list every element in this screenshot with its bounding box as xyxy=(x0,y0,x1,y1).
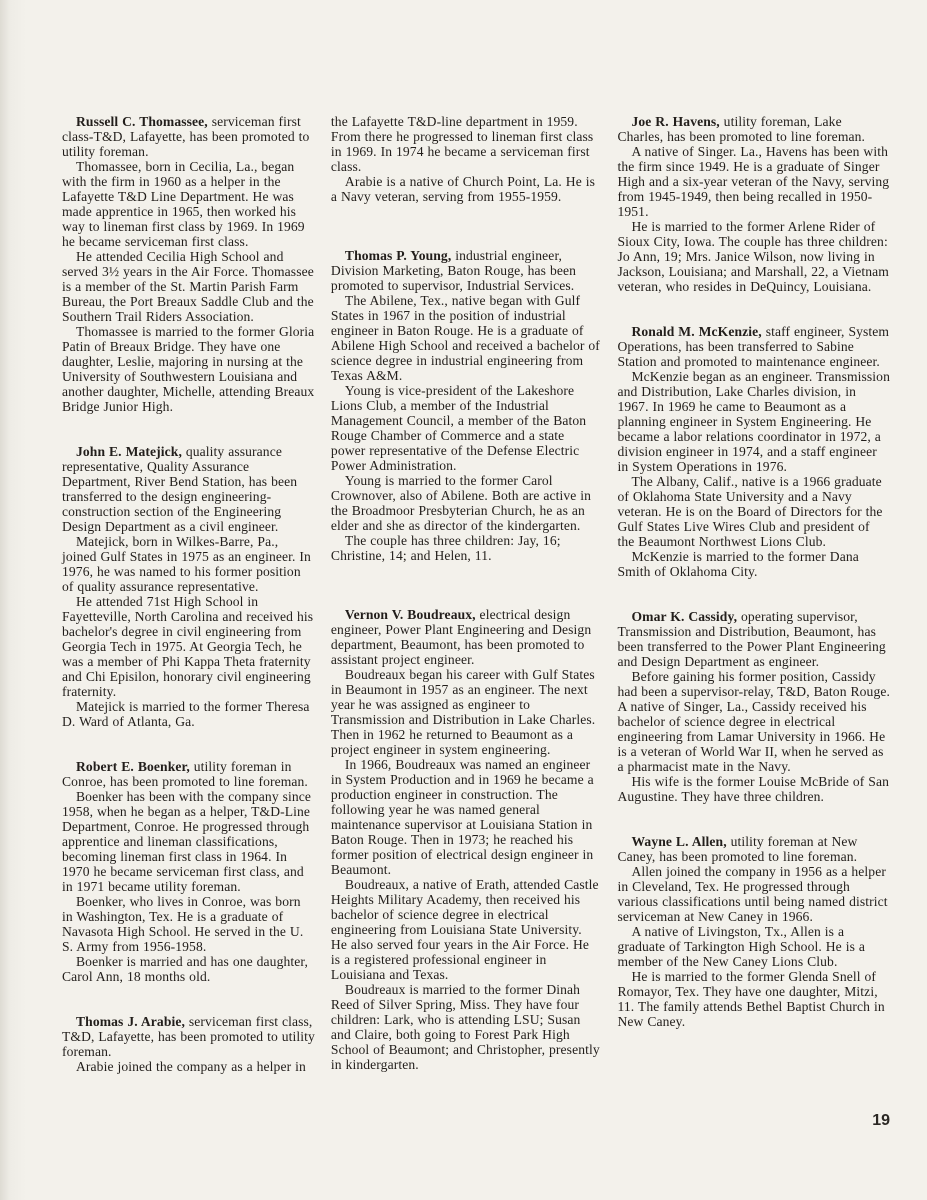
article-paragraph: He attended 71st High School in Fayetteville, North Carolina and received his bachelor's degree in civil engineering from Georgia Tech in 1975. At Georgia Tech, he was a member of Phi Kappa Theta fraternity and Chi Episilon, honorary civil engineering fraternity. xyxy=(62,594,314,699)
article-paragraph: Thomassee is married to the former Gloria Patin of Breaux Bridge. They have one daughter, Leslie, majoring in nursing at the University of Southwestern Louisiana and another daughter, Michelle, attending Breaux Bridge Junior High. xyxy=(62,324,315,414)
article-paragraph: Arabie joined the company as a helper in xyxy=(76,1059,306,1074)
person-name: Vernon V. Boudreaux, xyxy=(344,607,476,622)
article-paragraph: A native of Singer. La., Havens has been with the firm since 1949. He is a graduate of Singer High and a six-year veteran of the Navy, serving from 1945-1949, then being recalled in 1950-1951. xyxy=(617,144,890,219)
article-opening-paragraph xyxy=(617,114,890,144)
article-paragraph: He is married to the former Arlene Rider of Sioux City, Iowa. The couple has three children: Jo Ann, 19; Mrs. Janice Wilson, now living in Jackson, Louisiana; and Marshall, 22, a Vietnam veteran, who resides in DeQuincy, Louisiana. xyxy=(617,219,889,294)
opening-text: serviceman first class-T&D, Lafayette, has been promoted to utility foreman. xyxy=(62,114,310,159)
article-opening-paragraph xyxy=(62,114,315,159)
article-allen xyxy=(617,834,890,1029)
article-paragraph: Matejick is married to the former Theresa D. Ward of Atlanta, Ga. xyxy=(62,699,310,729)
article-paragraph: Boenker is married and has one daughter, Carol Ann, 18 months old. xyxy=(62,954,308,984)
column-1 xyxy=(62,114,315,1074)
article-boudreaux xyxy=(331,607,602,1072)
article-paragraph: Boudreaux is married to the former Dinah Reed of Silver Spring, Miss. They have four children: Lark, who is attending LSU; Susan and Claire, both going to Forest Park High School of Beaumont; and Christopher, presently in kindergarten. xyxy=(330,982,600,1072)
page-content xyxy=(62,114,890,1074)
opening-text: operating supervisor, Transmission and Distribution, Beaumont, has been transferred to the Power Plant Engineering and Design Department as engineer. xyxy=(617,609,886,669)
person-name: Thomas J. Arabie, xyxy=(76,1014,185,1029)
article-matejick xyxy=(62,444,315,729)
article-opening-paragraph xyxy=(331,607,602,667)
article-paragraph: The Albany, Calif., native is a 1966 graduate of Oklahoma State University and a Navy veteran. He is on the Board of Directors for the Gulf States Live Wires Club and president of the Beaumont Northwest Lions Club. xyxy=(617,474,883,549)
person-name: Robert E. Boenker, xyxy=(76,759,190,774)
person-name: Omar K. Cassidy, xyxy=(631,609,738,624)
article-opening-paragraph xyxy=(62,1014,315,1059)
person-name: Joe R. Havens, xyxy=(631,114,720,129)
opening-text: utility foreman in Conroe, has been promoted to line foreman. xyxy=(62,759,308,789)
article-opening-paragraph xyxy=(617,834,890,864)
opening-text: industrial engineer, Division Marketing, Baton Rouge, has been promoted to supervisor, Industrial Services. xyxy=(330,248,577,293)
person-name: John E. Matejick, xyxy=(76,444,182,459)
person-name: Wayne L. Allen, xyxy=(631,834,727,849)
article-opening-paragraph xyxy=(62,759,315,789)
article-paragraph: Matejick, born in Wilkes-Barre, Pa., joined Gulf States in 1975 as an engineer. In 1976, he was named to his former position of quality assurance representative. xyxy=(62,534,311,594)
article-paragraph: The couple has three children: Jay, 16; Christine, 14; and Helen, 11. xyxy=(330,533,561,563)
opening-text: serviceman first class, T&D, Lafayette, has been promoted to utility foreman. xyxy=(62,1014,315,1059)
article-opening-paragraph xyxy=(617,609,890,669)
opening-text: quality assurance representative, Quality Assurance Department, River Bend Station, has been transferred to the design engineering-construction section of the Engineering Design Department as a civil engineer. xyxy=(62,444,298,534)
article-mckenzie xyxy=(617,324,890,579)
article-paragraph: Boenker, who lives in Conroe, was born in Washington, Tex. He is a graduate of Navasota High School. He served in the U. S. Army from 1956-1958. xyxy=(62,894,304,954)
article-paragraph: Boenker has been with the company since 1958, when he began as a helper, T&D-Line Department, Conroe. He progressed through apprentice and lineman classifications, becoming lineman first class in 1964. In 1970 he became serviceman first class, and in 1971 became utility foreman. xyxy=(62,789,312,894)
article-paragraph: Arabie is a native of Church Point, La. He is a Navy veteran, serving from 1955-1959. xyxy=(330,174,596,204)
article-paragraph: His wife is the former Louise McBride of San Augustine. They have three children. xyxy=(617,774,890,804)
article-paragraph: The Abilene, Tex., native began with Gulf States in 1967 in the position of industrial engineer in Baton Rouge. He is a graduate of Abilene High School and received a bachelor of science degree in industrial engineering from Texas A&M. xyxy=(330,293,600,383)
column-2 xyxy=(331,114,602,1074)
article-arabie xyxy=(62,1014,315,1074)
opening-text: utility foreman, Lake Charles, has been promoted to line foreman. xyxy=(617,114,866,144)
article-paragraph: In 1966, Boudreaux was named an engineer in System Production and in 1969 he became a production engineer in construction. The following year he was named general maintenance supervisor at Louisiana Station in Baton Rouge. Then in 1973; he reached his former position of electrical design engineer in Beaumont. xyxy=(330,757,594,877)
article-opening-paragraph xyxy=(617,324,890,369)
opening-text: staff engineer, System Operations, has been transferred to Sabine Station and promoted to maintenance engineer. xyxy=(617,324,890,369)
article-opening-paragraph xyxy=(331,248,602,293)
article-paragraph: A native of Livingston, Tx., Allen is a graduate of Tarkington High School. He is a member of the New Caney Lions Club. xyxy=(617,924,865,969)
article-paragraph: McKenzie is married to the former Dana Smith of Oklahoma City. xyxy=(617,549,859,579)
article-paragraph: the Lafayette T&D-line department in 1959. From there he progressed to lineman first class in 1969. In 1974 he became a serviceman first class. xyxy=(330,114,594,174)
article-young xyxy=(331,248,602,563)
article-paragraph: Allen joined the company in 1956 as a helper in Cleveland, Tex. He progressed through various classifications until being named district serviceman at New Caney in 1966. xyxy=(617,864,888,924)
article-cassidy xyxy=(617,609,890,804)
article-paragraph: Boudreaux began his career with Gulf States in Beaumont in 1957 as an engineer. The next year he was assigned as engineer to Transmission and Distribution in Lake Charles. Then in 1962 he returned to Beaumont as a project engineer in system engineering. xyxy=(330,667,596,757)
article-paragraph: McKenzie began as an engineer. Transmission and Distribution, Lake Charles division, in 1967. In 1969 he came to Beaumont as a planning engineer in System Engineering. He became a labor relations coordinator in 1972, a division engineer in 1974, and a staff engineer in System Operations in 1976. xyxy=(617,369,890,474)
article-paragraph: Young is married to the former Carol Crownover, also of Abilene. Both are active in the Broadmoor Presbyterian Church, he as an elder and she as director of the kindergarten. xyxy=(330,473,592,533)
column-3 xyxy=(617,114,890,1074)
page-number: 19 xyxy=(872,1112,890,1129)
article-paragraph: He is married to the former Glenda Snell of Romayor, Tex. They have one daughter, Mitzi, 11. The family attends Bethel Baptist Church in New Caney. xyxy=(617,969,885,1029)
article-thomassee xyxy=(62,114,315,414)
person-name: Ronald M. McKenzie, xyxy=(631,324,762,339)
article-boenker xyxy=(62,759,315,984)
article-havens xyxy=(617,114,890,294)
article-arabie-continued xyxy=(331,114,602,204)
article-paragraph: Thomassee, born in Cecilia, La., began with the firm in 1960 as a helper in the Lafayette T&D Line Department. He was made apprentice in 1965, then worked his way to lineman first class by 1969. In 1969 he became serviceman first class. xyxy=(62,159,305,249)
article-paragraph: Young is vice-president of the Lakeshore Lions Club, a member of the Industrial Management Council, a member of the Baton Rouge Chamber of Commerce and a state power representative of the Defense Electric Power Administration. xyxy=(330,383,587,473)
article-opening-paragraph xyxy=(62,444,315,534)
person-name: Russell C. Thomassee, xyxy=(76,114,208,129)
opening-text: electrical design engineer, Power Plant Engineering and Design department, Beaumont, has been promoted to assistant project engineer. xyxy=(330,607,592,667)
opening-text: utility foreman at New Caney, has been promoted to line foreman. xyxy=(617,834,858,864)
article-paragraph: He attended Cecilia High School and served 3½ years in the Air Force. Thomassee is a member of the St. Martin Parish Farm Bureau, the Port Breaux Saddle Club and the Southern Trail Riders Association. xyxy=(62,249,314,324)
article-paragraph: Boudreaux, a native of Erath, attended Castle Heights Military Academy, then received his bachelor of science degree in electrical engineering from Louisiana State University. He also served four years in the Air Force. He is a registered professional engineer in Louisiana and Texas. xyxy=(330,877,599,982)
person-name: Thomas P. Young, xyxy=(344,248,452,263)
article-paragraph: Before gaining his former position, Cassidy had been a supervisor-relay, T&D, Baton Rouge. A native of Singer, La., Cassidy received his bachelor of science degree in electrical engineering from Lamar University in 1966. He is a veteran of World War II, when he served as a pharmacist mate in the Navy. xyxy=(617,669,890,774)
